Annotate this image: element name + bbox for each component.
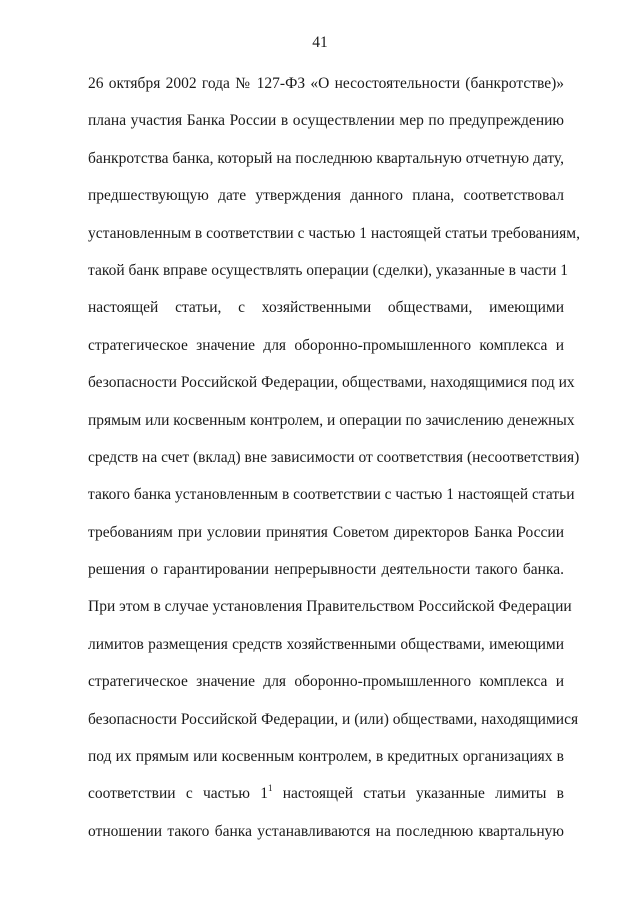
text-line: настоящей статьи, с хозяйственными обществами, имеющими <box>88 299 564 317</box>
text-line: предшествующую дате утверждения данного плана, соответствовал <box>88 187 564 205</box>
text-segment: настоящей статьи указанные лимиты в <box>282 785 565 803</box>
text-line-with-superscript <box>88 779 564 816</box>
text-line: банкротства банка, который на последнюю квартальную отчетную дату, <box>88 149 564 167</box>
page-number: 41 <box>312 34 328 51</box>
superscript: 1 <box>267 783 273 794</box>
text-line: средств на счет (вклад) вне зависимости от соответствия (несоответствия) <box>88 448 580 466</box>
text-line: установленным в соответствии с частью 1 настоящей статьи требованиям, <box>88 224 580 242</box>
text-line: решения о гарантировании непрерывности деятельности такого банка. <box>88 561 564 579</box>
text-line: плана участия Банка России в осуществлении мер по предупреждению <box>88 112 564 130</box>
text-line: стратегическое значение для оборонно-промышленного комплекса и <box>88 336 564 354</box>
text-line: такого банка установленным в соответствии с частью 1 настоящей статьи <box>88 486 575 504</box>
text-line: требованиям при условии принятия Советом директоров Банка России <box>88 523 564 541</box>
text-line: безопасности Российской Федерации, и (или) обществами, находящимися <box>88 710 579 728</box>
text-line: 26 октября 2002 года № 127-ФЗ «О несостоятельности (банкротстве)» <box>88 75 564 92</box>
text-line: При этом в случае установления Правительством Российской Федерации <box>88 598 572 616</box>
text-line: лимитов размещения средств хозяйственными обществами, имеющими <box>88 635 564 653</box>
text-segment: соответствии с частью 1 <box>88 785 268 803</box>
text-line: под их прямым или косвенным контролем, в кредитных организациях в <box>88 748 564 766</box>
body-text <box>88 69 580 854</box>
text-line: стратегическое значение для оборонно-промышленного комплекса и <box>88 673 564 691</box>
text-line: прямым или косвенным контролем, и операции по зачислению денежных <box>88 411 575 429</box>
text-line: такой банк вправе осуществлять операции (сделки), указанные в части 1 <box>88 261 569 279</box>
text-line: отношении такого банка устанавливаются на последнюю квартальную <box>88 822 564 840</box>
text-line: безопасности Российской Федерации, обществами, находящимися под их <box>88 374 575 392</box>
